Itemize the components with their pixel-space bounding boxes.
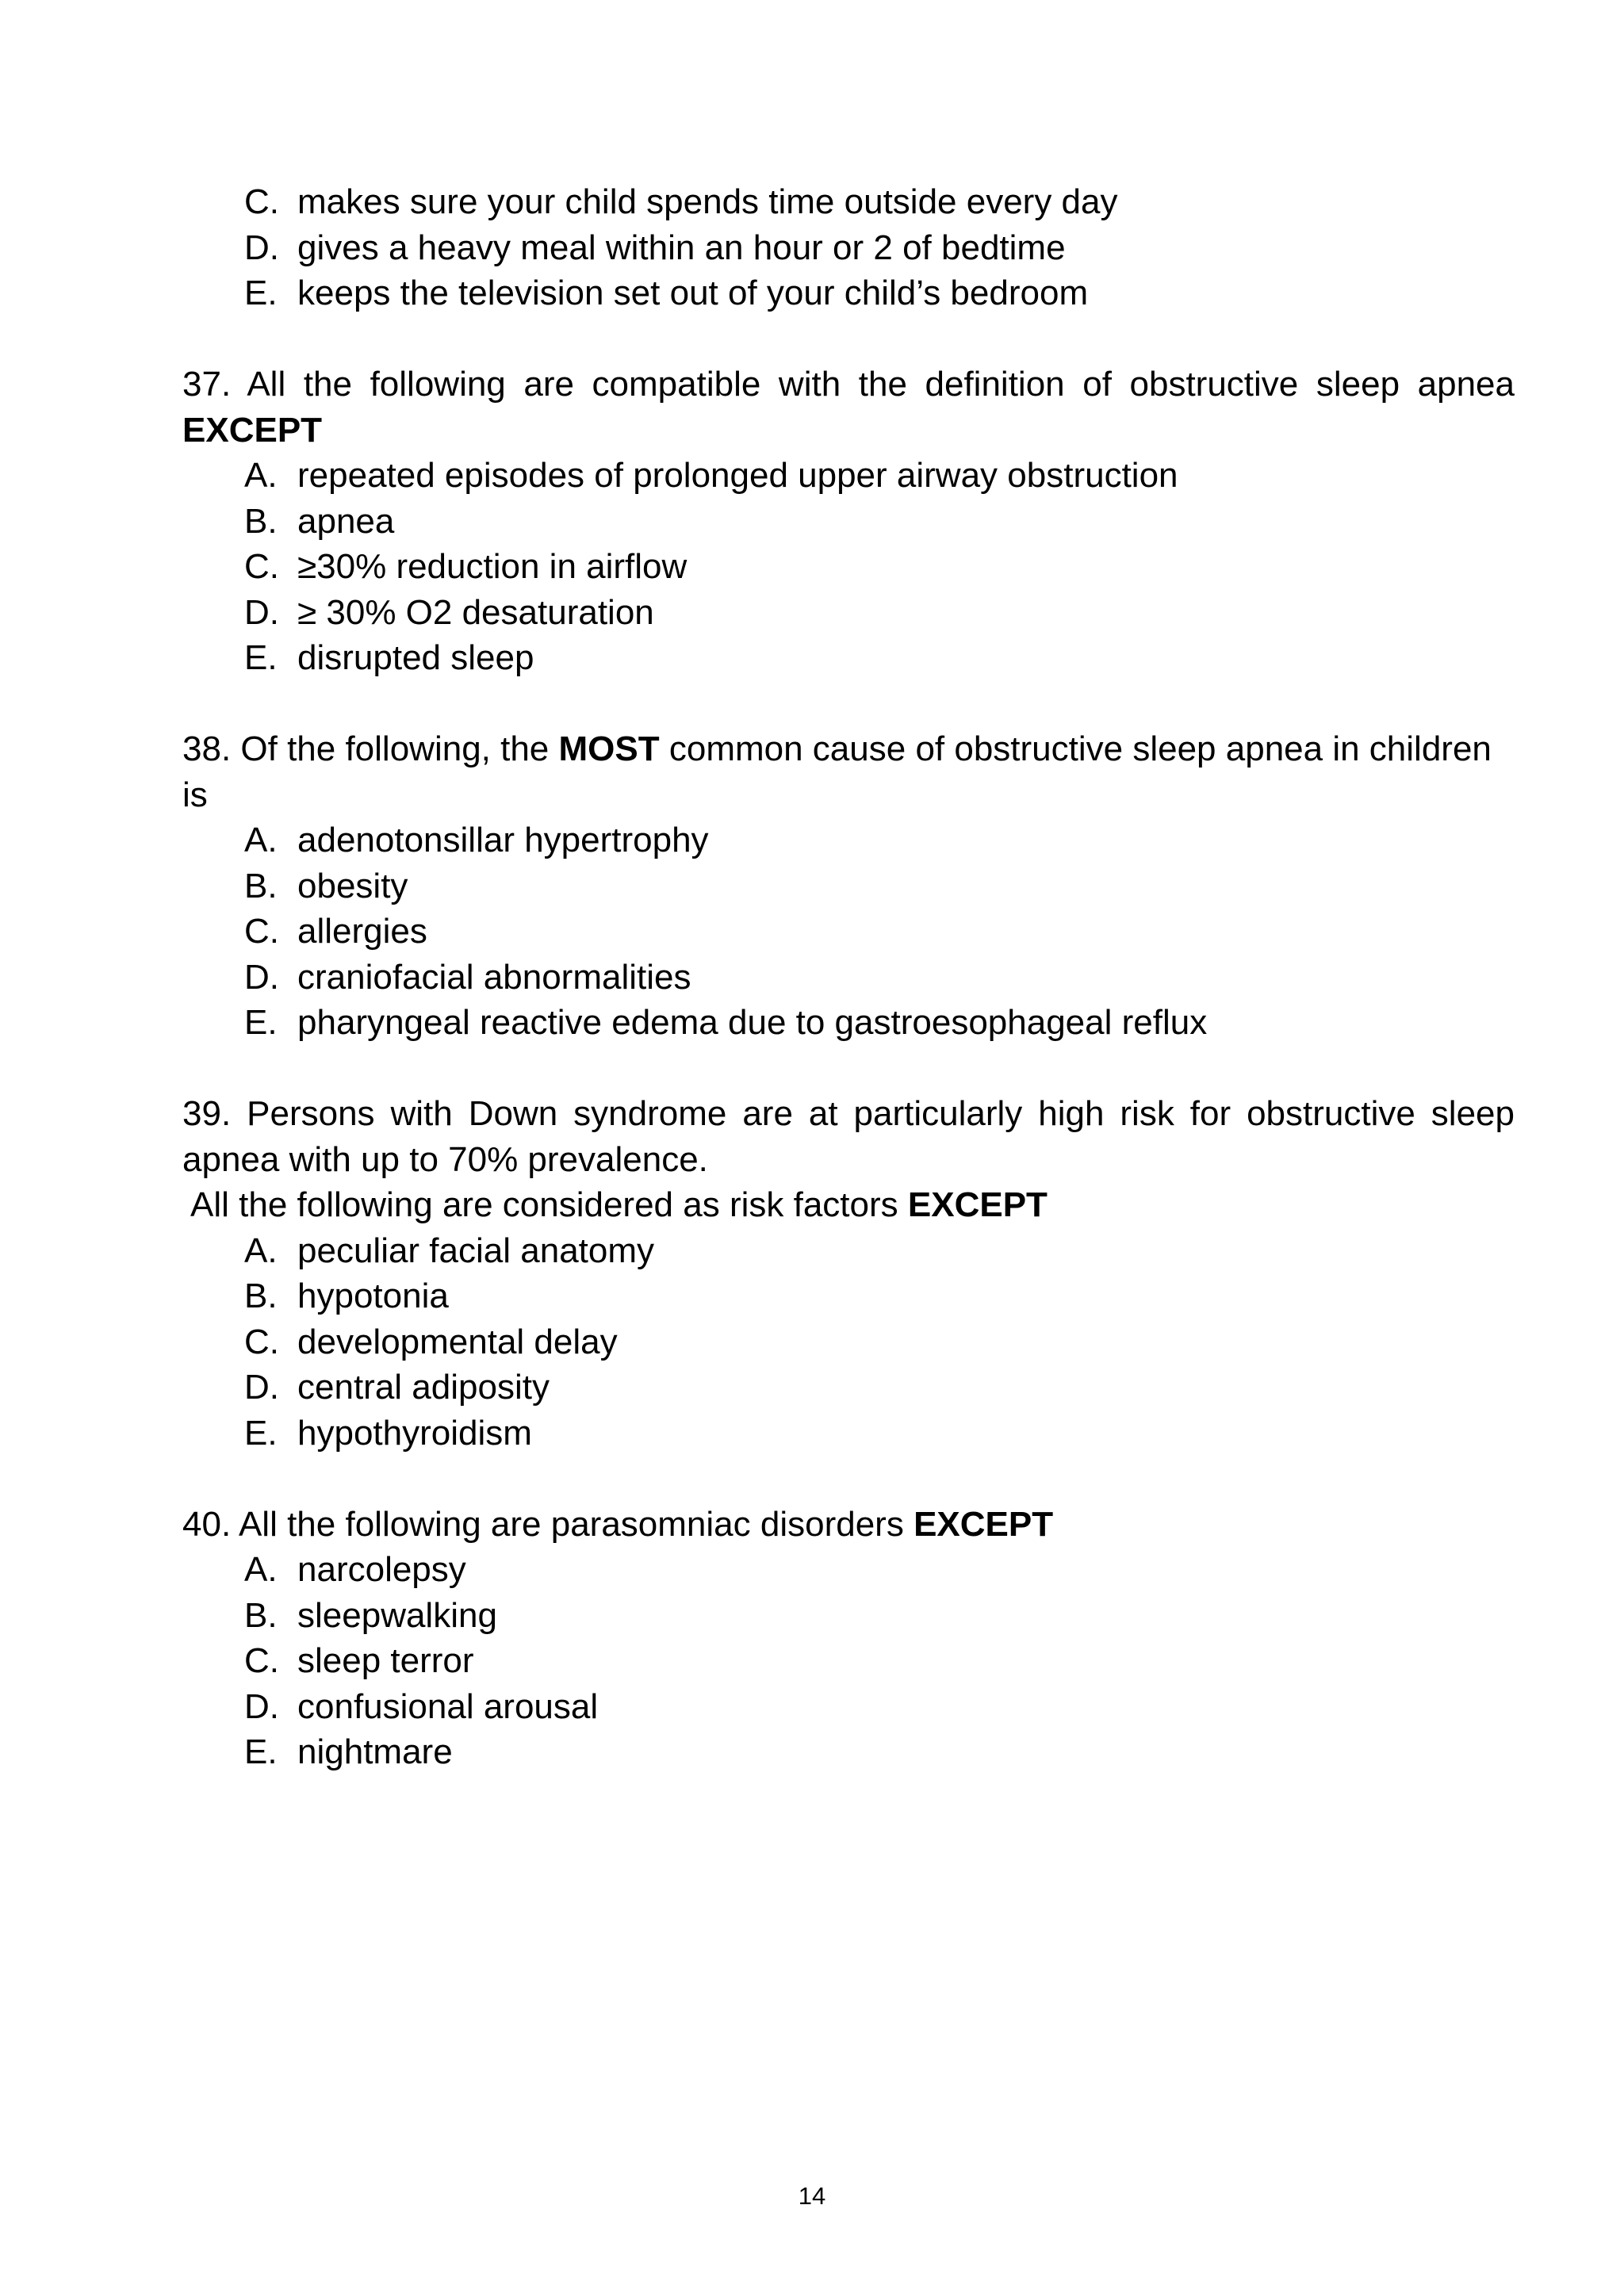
option-text: repeated episodes of prolonged upper airway obstruction <box>297 456 1178 495</box>
option-e <box>182 1411 1515 1457</box>
emphasis-text: EXCEPT <box>914 1504 1054 1544</box>
option-text: obesity <box>297 866 408 905</box>
option-letter: E. <box>244 274 278 312</box>
question-text: common cause of obstructive sleep apnea in children is <box>182 729 1492 814</box>
option-e <box>182 635 1515 681</box>
option-letter: B. <box>244 866 278 905</box>
question-40 <box>182 1502 1515 1775</box>
spacer <box>182 681 1515 727</box>
option-d <box>182 590 1515 636</box>
option-letter: D. <box>244 592 279 632</box>
question-stem <box>182 726 1515 817</box>
option-letter: A. <box>244 1231 278 1270</box>
spacer <box>182 1046 1515 1092</box>
option-letter: E. <box>244 1003 278 1042</box>
option-letter: C. <box>244 547 279 586</box>
option-text: hypotonia <box>297 1277 449 1315</box>
option-text: central adiposity <box>297 1368 550 1407</box>
option-letter: A. <box>244 1550 278 1589</box>
option-text: gives a heavy meal within an hour or 2 of bedtime <box>297 228 1066 267</box>
option-b <box>182 1273 1515 1319</box>
option-letter: B. <box>244 1277 278 1315</box>
emphasis-text: EXCEPT <box>182 410 323 450</box>
option-letter: E. <box>244 1732 278 1771</box>
option-letter: D. <box>244 228 279 267</box>
option-a <box>182 1547 1515 1593</box>
option-text: craniofacial abnormalities <box>297 957 691 997</box>
option-letter: C. <box>244 182 279 221</box>
option-letter: C. <box>244 1322 279 1361</box>
question-text: 38. Of the following, the <box>182 729 550 768</box>
question-stem <box>182 1502 1515 1548</box>
option-e <box>182 270 1515 316</box>
option-text: peculiar facial anatomy <box>297 1231 655 1270</box>
question-37 <box>182 362 1515 681</box>
option-c <box>182 909 1515 955</box>
option-letter: E. <box>244 638 278 677</box>
option-letter: B. <box>244 1595 278 1635</box>
question-38 <box>182 726 1515 1046</box>
option-c <box>182 1319 1515 1365</box>
option-text: ≥30% reduction in airflow <box>297 547 688 586</box>
option-letter: B. <box>244 501 278 541</box>
option-text: adenotonsillar hypertrophy <box>297 821 709 859</box>
option-text: narcolepsy <box>297 1550 466 1589</box>
option-a <box>182 453 1515 499</box>
option-text: disrupted sleep <box>297 638 534 677</box>
option-c <box>182 544 1515 590</box>
option-b <box>182 863 1515 909</box>
option-text: confusional arousal <box>297 1686 599 1726</box>
option-c <box>182 1638 1515 1684</box>
option-letter: A. <box>244 821 278 859</box>
option-a <box>182 1228 1515 1274</box>
continued-options <box>182 179 1515 316</box>
option-d <box>182 1684 1515 1730</box>
option-e <box>182 1000 1515 1046</box>
option-d <box>182 955 1515 1001</box>
option-text: apnea <box>297 501 395 541</box>
question-39 <box>182 1091 1515 1456</box>
emphasis-text: MOST <box>558 729 660 768</box>
option-text: sleep terror <box>297 1641 474 1680</box>
option-letter: D. <box>244 1368 279 1407</box>
option-c <box>182 179 1515 225</box>
question-text: 40. All the following are parasomniac disorders <box>182 1504 904 1544</box>
option-text: developmental delay <box>297 1322 618 1361</box>
option-text: makes sure your child spends time outside every day <box>297 182 1118 221</box>
option-letter: C. <box>244 1641 279 1680</box>
question-text: All the following are considered as risk factors <box>190 1185 898 1224</box>
page-number: 14 <box>798 2182 826 2210</box>
option-text: ≥ 30% O2 desaturation <box>297 592 654 632</box>
spacer <box>182 1456 1515 1502</box>
option-e <box>182 1729 1515 1775</box>
page-content <box>182 179 1515 1775</box>
option-d <box>182 225 1515 271</box>
question-substem <box>182 1182 1515 1228</box>
option-text: hypothyroidism <box>297 1413 532 1453</box>
question-stem: 39. Persons with Down syndrome are at particularly high risk for obstructive sleep apnea with up to 70% prevalence. <box>182 1094 1515 1179</box>
option-text: allergies <box>297 912 427 951</box>
option-letter: A. <box>244 456 278 495</box>
question-text: 37. All the following are compatible with the definition of obstructive sleep apnea <box>182 365 1515 404</box>
option-d <box>182 1365 1515 1411</box>
option-text: pharyngeal reactive edema due to gastroesophageal reflux <box>297 1003 1208 1042</box>
option-b <box>182 1593 1515 1639</box>
option-letter: C. <box>244 912 279 951</box>
option-a <box>182 817 1515 863</box>
question-stem <box>182 362 1515 453</box>
option-text: sleepwalking <box>297 1595 497 1635</box>
option-text: keeps the television set out of your child’s bedroom <box>297 274 1089 312</box>
option-letter: E. <box>244 1413 278 1453</box>
emphasis-text: EXCEPT <box>907 1185 1048 1224</box>
option-b <box>182 499 1515 545</box>
option-letter: D. <box>244 957 279 997</box>
option-letter: D. <box>244 1686 279 1726</box>
option-text: nightmare <box>297 1732 453 1771</box>
spacer <box>182 316 1515 362</box>
